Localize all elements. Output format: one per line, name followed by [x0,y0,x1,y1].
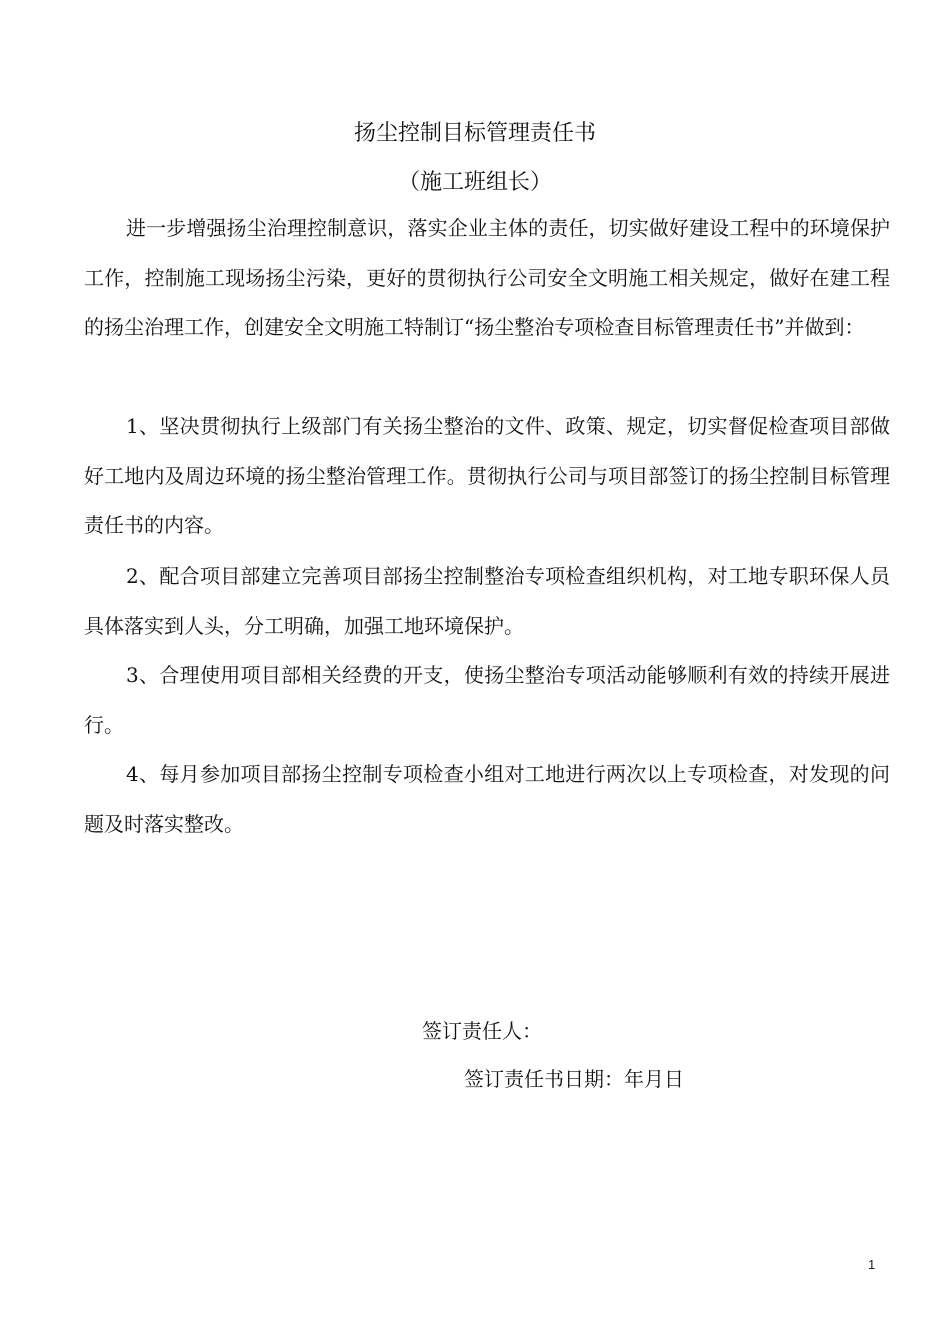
document-title: 扬尘控制目标管理责任书 [353,121,596,146]
document-subtitle: （施工班组长） [397,170,552,195]
signature-person-label: 签订责任人： [422,1019,542,1043]
clause-item-4: 4、每月参加项目部扬尘控制专项检查小组对工地进行两次以上专项检查，对发现的问题及时落实整改。 [84,762,890,836]
signature-date-label: 签订责任书日期：年月日 [464,1067,684,1091]
page-number: 1 [868,1257,876,1272]
clause-item-2: 2、配合项目部建立完善项目部扬尘控制整治专项检查组织机构，对工地专职环保人员具体落实到人头，分工明确，加强工地环境保护。 [84,564,890,638]
clause-item-3: 3、合理使用项目部相关经费的开支，使扬尘整治专项活动能够顺利有效的持续开展进行。 [84,663,890,737]
clause-item-1: 1、坚决贯彻执行上级部门有关扬尘整治的文件、政策、规定，切实督促检查项目部做好工地内及周边环境的扬尘整治管理工作。贯彻执行公司与项目部签订的扬尘控制目标管理责任书的内容。 [84,414,890,537]
intro-paragraph: 进一步增强扬尘治理控制意识，落实企业主体的责任，切实做好建设工程中的环境保护工作，控制施工现场扬尘污染，更好的贯彻执行公司安全文明施工相关规定，做好在建工程的扬尘治理工作，创建安全文明施工特制订“扬尘整治专项检查目标管理责任书”并做到： [84,216,890,339]
